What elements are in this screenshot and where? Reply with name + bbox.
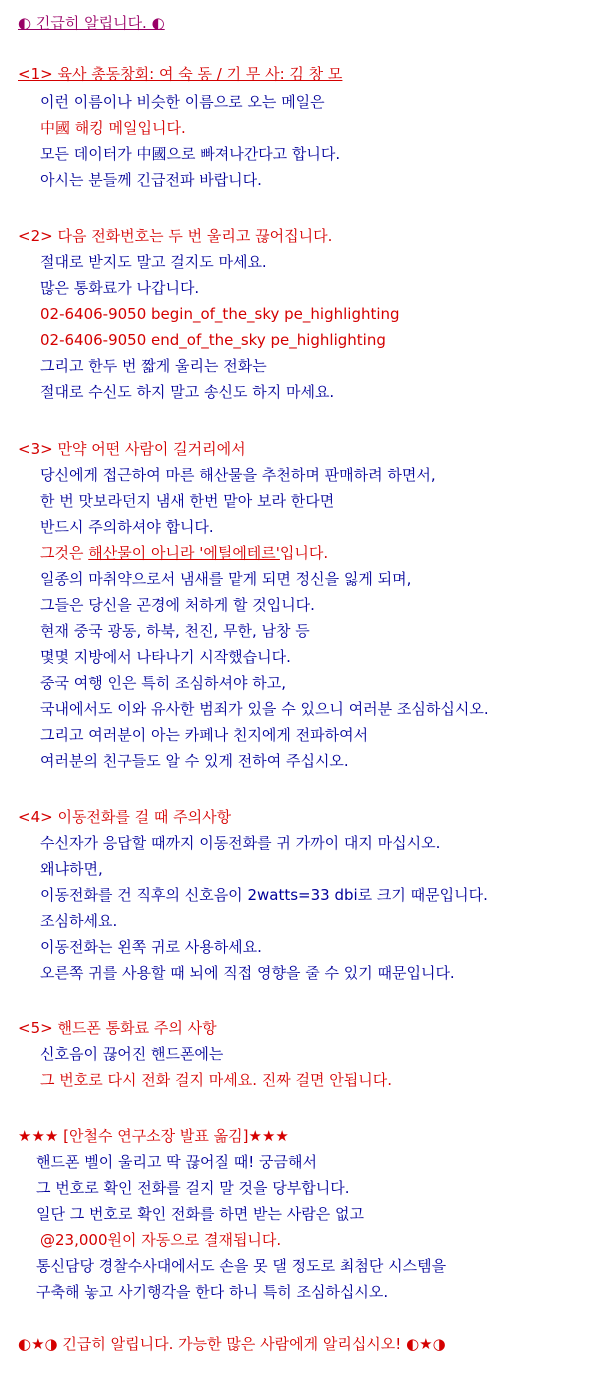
text-line: @23,000원이 자동으로 결재됩니다. — [40, 1231, 282, 1249]
text-line: 中國 해킹 메일입니다. — [40, 119, 186, 137]
text-line: 신호음이 끊어진 핸드폰에는 — [40, 1045, 224, 1063]
text-line: 한 번 맛보라던지 냄새 한번 맡아 보라 한다면 — [40, 492, 335, 510]
text-line: 그 번호로 다시 전화 걸지 마세요. 진짜 걸면 안됩니다. — [40, 1071, 392, 1089]
text-line: 02-6406-9050 end_of_the_sky pe_highlighting — [40, 331, 386, 349]
text-line: 이동전화를 건 직후의 신호음이 2watts=33 dbi로 크기 때문입니다. — [40, 886, 488, 904]
text-line: 아시는 분들께 긴급전파 바랍니다. — [40, 171, 262, 189]
text-line: 통신담당 경찰수사대에서도 손을 못 댈 정도로 최첨단 시스템을 — [36, 1257, 447, 1275]
text-line: 현재 중국 광동, 하북, 천진, 무한, 남창 등 — [40, 622, 310, 640]
text-line: ★★★ [안철수 연구소장 발표 옮김]★★★ — [18, 1127, 289, 1145]
text-line: <2> 다음 전화번호는 두 번 울리고 끊어집니다. — [18, 227, 333, 245]
text-line: 모든 데이터가 中國으로 빠져나간다고 합니다. — [40, 145, 341, 163]
text-line: 중국 여행 인은 특히 조심하셔야 하고, — [40, 674, 286, 692]
warning-ether-prefix: 그것은 — [40, 544, 89, 562]
text-line: 그 번호로 확인 전화를 걸지 말 것을 당부합니다. — [36, 1179, 350, 1197]
text-line: ◐ 긴급히 알립니다. ◐ — [18, 14, 165, 32]
text-line: 여러분의 친구들도 알 수 있게 전하여 주십시오. — [40, 752, 349, 770]
text-line: 구축해 놓고 사기행각을 한다 하니 특히 조심하십시오. — [36, 1283, 389, 1301]
text-line: 이동전화는 왼쪽 귀로 사용하세요. — [40, 938, 262, 956]
text-line: 이런 이름이나 비슷한 이름으로 오는 메일은 — [40, 93, 325, 111]
warning-ether-suffix: 입니다. — [279, 544, 329, 562]
text-line: 왜냐하면, — [40, 860, 103, 878]
text-line: 조심하세요. — [40, 912, 118, 930]
text-line: 많은 통화료가 나갑니다. — [40, 279, 200, 297]
text-line: 02-6406-9050 begin_of_the_sky pe_highlighting — [40, 305, 400, 323]
warning-ether-line — [40, 544, 328, 562]
text-line: 몇몇 지방에서 나타나기 시작했습니다. — [40, 648, 291, 666]
text-line: 절대로 받지도 말고 걸지도 마세요. — [40, 253, 267, 271]
text-line: 그들은 당신을 곤경에 처하게 할 것입니다. — [40, 596, 315, 614]
text-line: 국내에서도 이와 유사한 범죄가 있을 수 있으니 여러분 조심하십시오. — [40, 700, 489, 718]
text-line: 핸드폰 벨이 울리고 딱 끊어질 때! 궁금해서 — [36, 1153, 317, 1171]
text-line: <5> 핸드폰 통화료 주의 사항 — [18, 1019, 217, 1037]
text-line: <4> 이동전화를 걸 때 주의사항 — [18, 808, 232, 826]
text-line: 수신자가 응답할 때까지 이동전화를 귀 가까이 대지 마십시오. — [40, 834, 441, 852]
text-line: 당신에게 접근하여 마른 해산물을 추천하며 판매하려 하면서, — [40, 466, 436, 484]
text-line: 일단 그 번호로 확인 전화를 하면 받는 사람은 없고 — [36, 1205, 364, 1223]
text-line: <1> 육사 총동창회: 여 숙 동 / 기 무 사: 김 창 모 — [18, 65, 343, 83]
text-line: ◐★◑ 긴급히 알립니다. 가능한 많은 사람에게 알리십시오! ◐★◑ — [18, 1335, 446, 1353]
text-line: 그리고 여러분이 아는 카페나 친지에게 전파하여서 — [40, 726, 369, 744]
text-line: 오른쪽 귀를 사용할 때 뇌에 직접 영향을 줄 수 있기 때문입니다. — [40, 964, 455, 982]
text-line: <3> 만약 어떤 사람이 길거리에서 — [18, 440, 246, 458]
text-line: 그리고 한두 번 짧게 울리는 전화는 — [40, 357, 267, 375]
text-line: 절대로 수신도 하지 말고 송신도 하지 마세요. — [40, 383, 335, 401]
warning-ether-underlined: 해산물이 아니라 '에틸에테르' — [88, 544, 280, 562]
text-line: 일종의 마취약으로서 냄새를 맡게 되면 정신을 잃게 되며, — [40, 570, 412, 588]
text-line: 반드시 주의하셔야 합니다. — [40, 518, 214, 536]
